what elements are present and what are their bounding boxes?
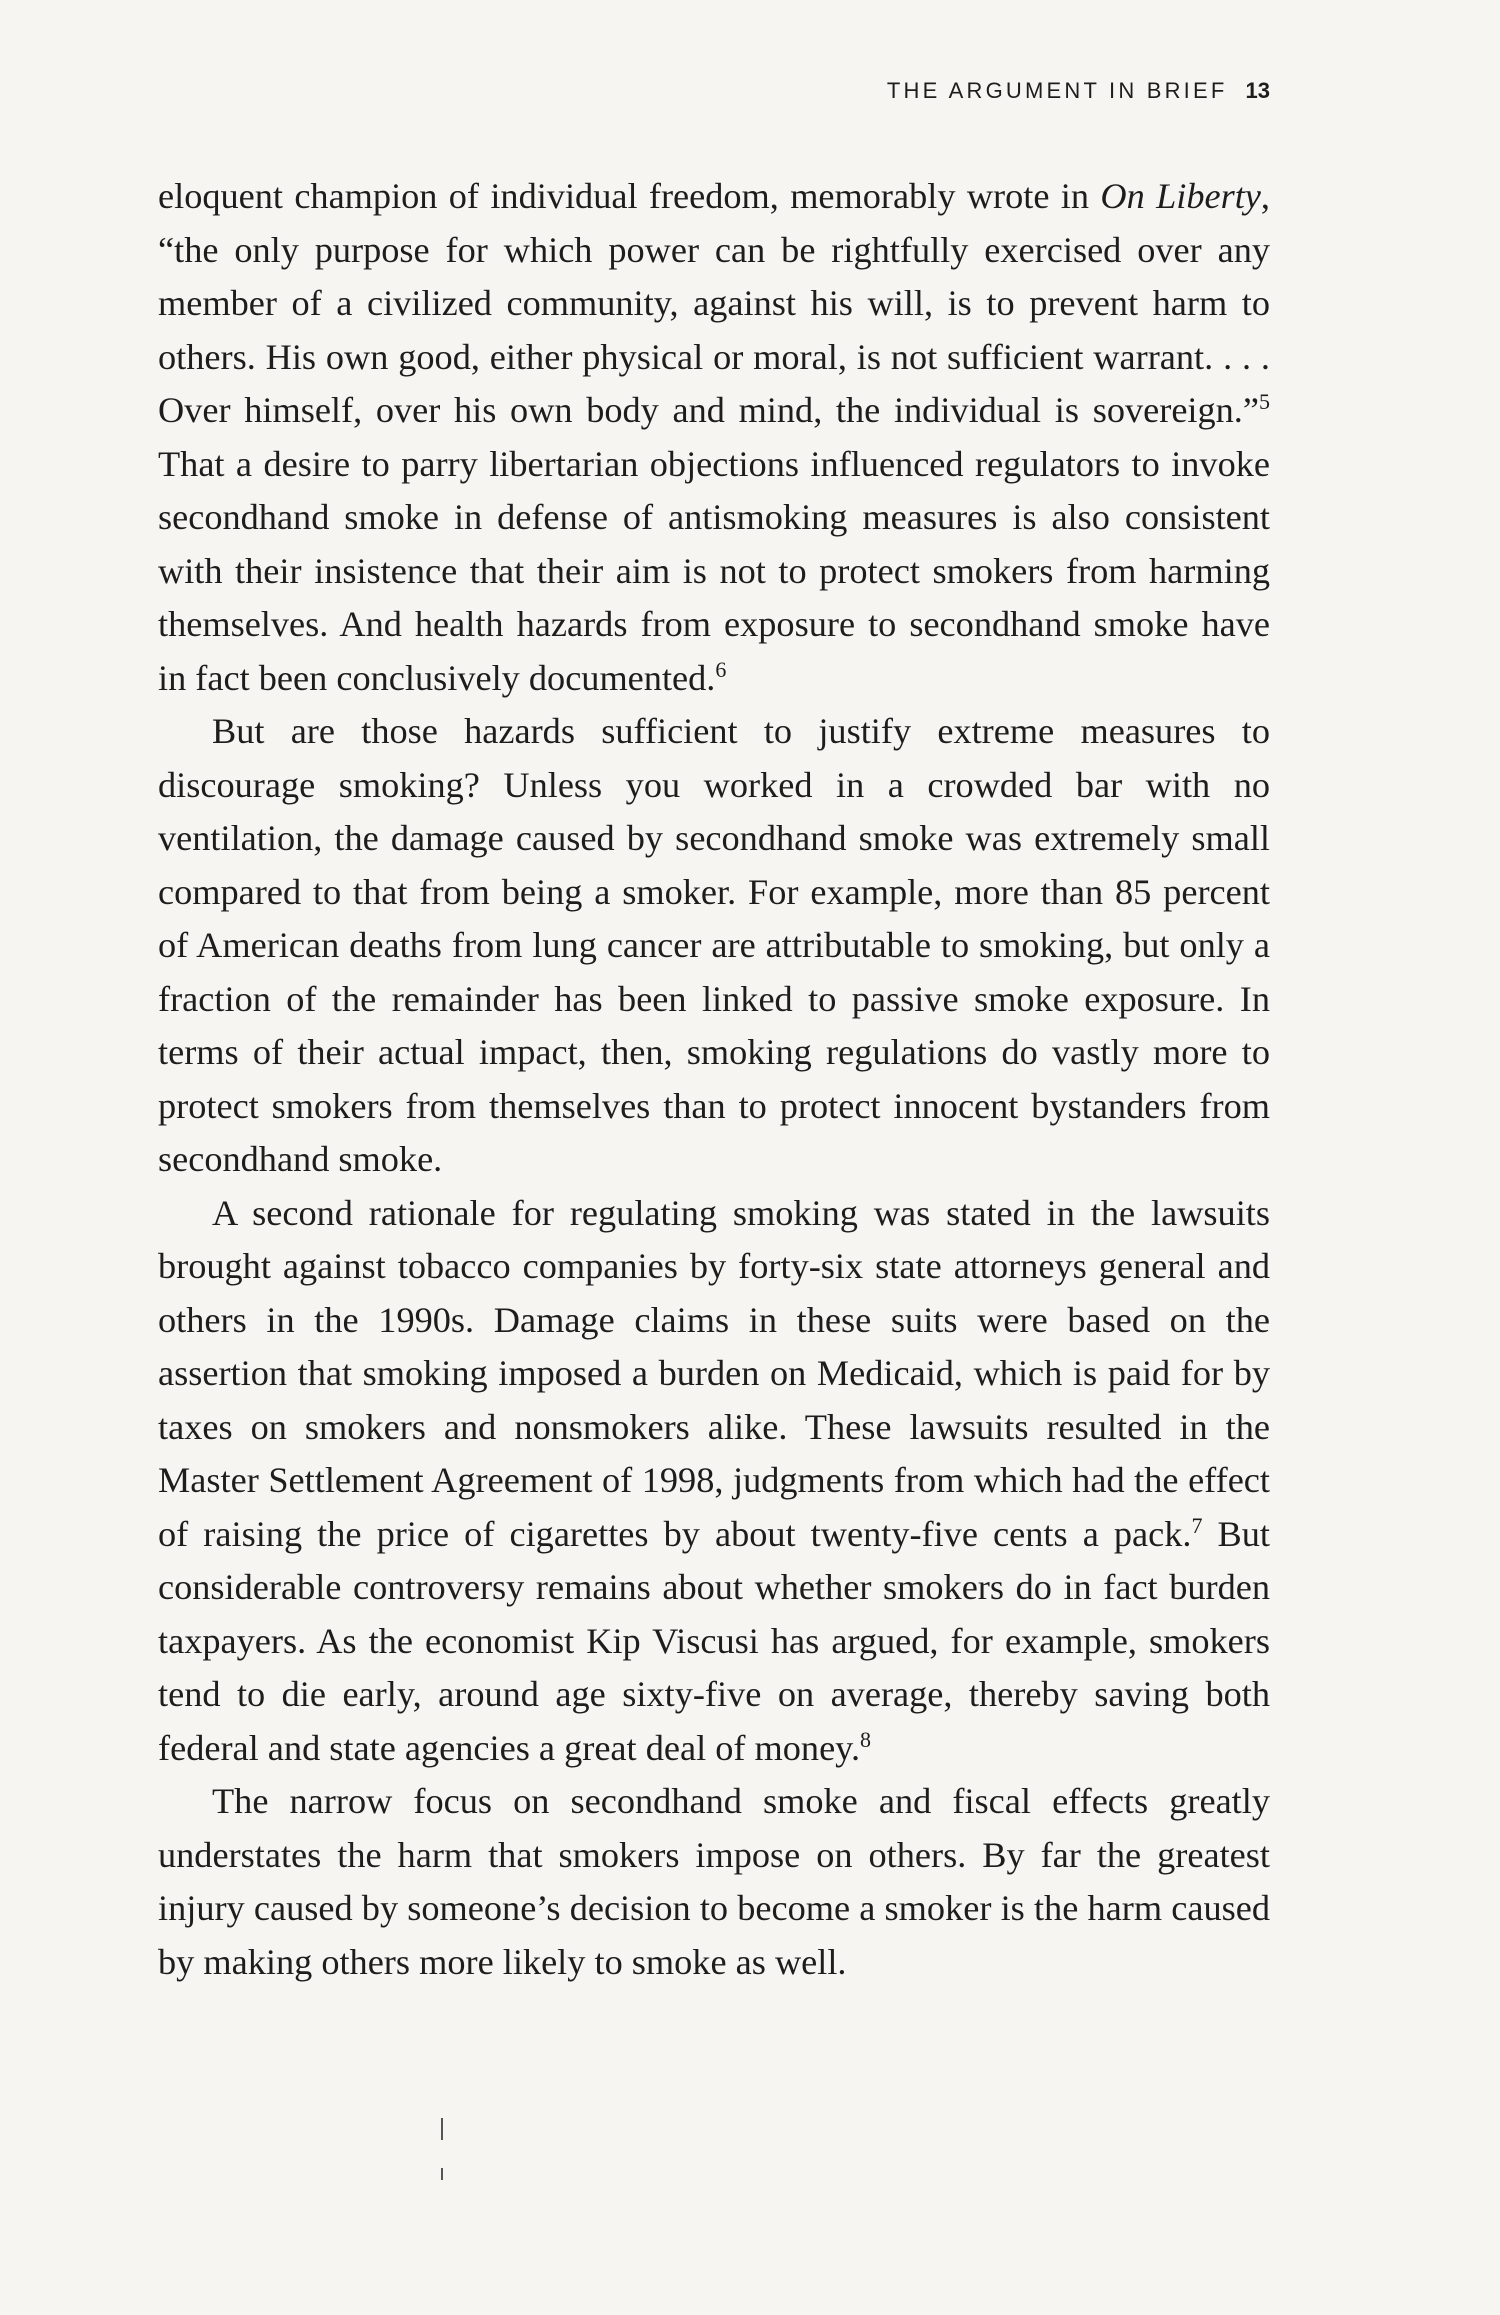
- footnote-ref-7: 7: [1191, 1512, 1203, 1538]
- footnote-ref-8: 8: [860, 1726, 872, 1752]
- scan-artifact-mark: [441, 2118, 443, 2140]
- footnote-ref-5: 5: [1259, 388, 1270, 414]
- footnote-ref-6: 6: [715, 656, 727, 682]
- paragraph-1-text-b: , “the only purpose for which power can be rightfully exercised over any member of a civilized community, against his will, is to prevent harm to others. His own good, either physical or moral, is not sufficient warrant. . . . Over himself, over his own body and mind, the individual is sovereign.”: [158, 176, 1270, 430]
- paragraph-3-text-a: A second rationale for regulating smoking was stated in the lawsuits brought against tobacco companies by forty-six state attorneys general and others in the 1990s. Damage claims in these suits were based on the assertion that smoking imposed a burden on Medicaid, which is paid for by taxes on smokers and nonsmokers alike. These lawsuits resulted in the Master Settlement Agreement of 1998, judgments from which had the effect of raising the price of cigarettes by about twenty-five cents a pack.: [158, 1192, 1270, 1554]
- body-text: [158, 170, 1270, 1989]
- paragraph-3: [158, 1187, 1270, 1776]
- paragraph-1-text-a: eloquent champion of individual freedom, memorably wrote in: [158, 176, 1101, 216]
- paragraph-3-text-b: But considerable controversy remains about whether smokers do in fact burden taxpayers. As the economist Kip Viscusi has argued, for example, smokers tend to die early, around age sixty-five on average, thereby saving both federal and state agencies a great deal of money.: [158, 1513, 1270, 1768]
- book-title-on-liberty: On Liberty: [1100, 176, 1261, 216]
- paragraph-1-text-c: That a desire to parry libertarian objections influenced regulators to invoke secondhand smoke in defense of antismoking measures is also consistent with their insistence that their aim is not to protect smokers from harming themselves. And health hazards from exposure to secondhand smoke have in fact been conclusively documented.: [158, 443, 1270, 698]
- scan-artifact-mark: [441, 2168, 443, 2180]
- paragraph-4: The narrow focus on secondhand smoke and fiscal effects greatly understates the harm that smokers impose on others. By far the greatest injury caused by someone’s decision to become a smoker is the harm caused by making others more likely to smoke as well.: [158, 1781, 1270, 1982]
- paragraph-1: [158, 170, 1270, 705]
- running-head: [158, 78, 1270, 104]
- page-number: 13: [1245, 78, 1270, 103]
- paragraph-2: But are those hazards sufficient to justify extreme measures to discourage smoking? Unless you worked in a crowded bar with no ventilation, the damage caused by secondhand smoke was extremely small compared to that from being a smoker. For example, more than 85 percent of American deaths from lung cancer are attributable to smoking, but only a fraction of the remainder has been linked to passive smoke exposure. In terms of their actual impact, then, smoking regulations do vastly more to protect smokers from themselves than to protect innocent bystanders from secondhand smoke.: [158, 711, 1270, 1179]
- running-head-title: THE ARGUMENT IN BRIEF: [886, 78, 1228, 103]
